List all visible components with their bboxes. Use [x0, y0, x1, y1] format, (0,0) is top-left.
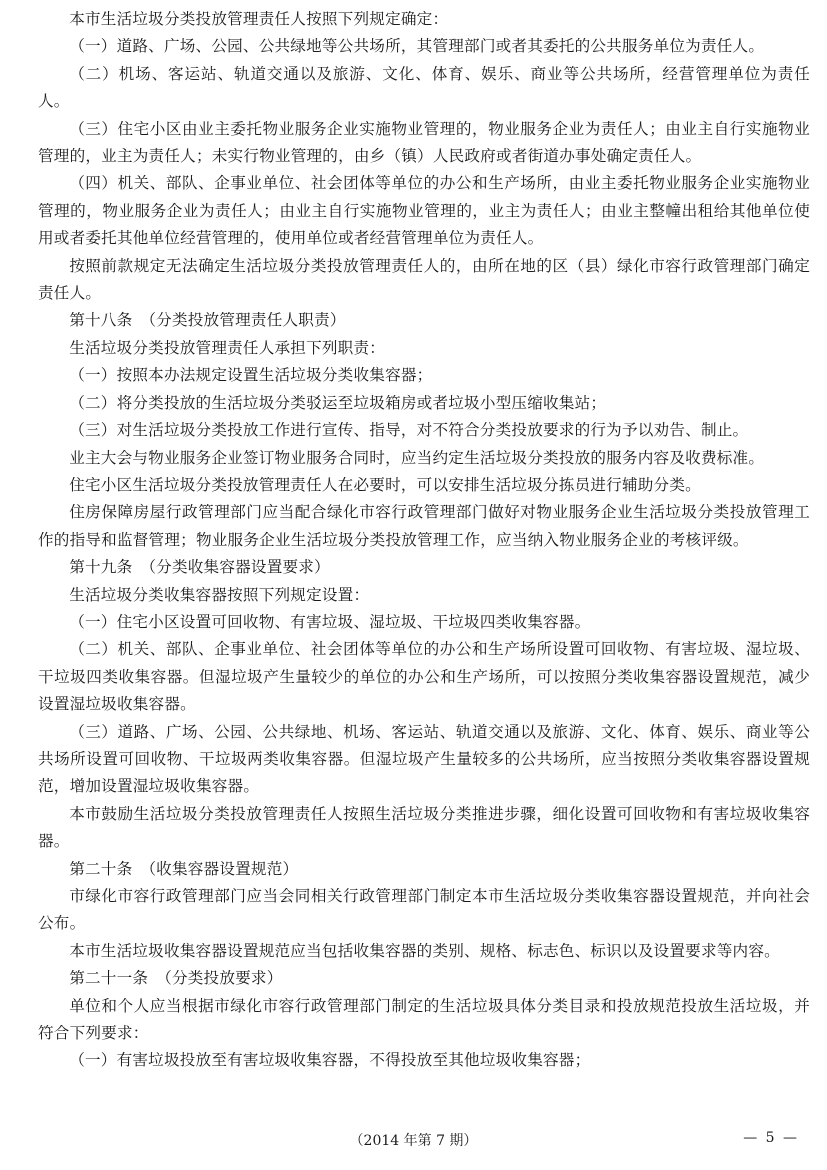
article-18-heading: 第十八条 （分类投放管理责任人职责）	[69, 311, 346, 330]
page-footer	[0, 1128, 827, 1154]
paragraph-container-2: （二）机关、部队、企事业单位、社会团体等单位的办公和生产场所设置可回收物、有害垃圾、湿垃圾、干垃圾四类收集容器。但湿垃圾产生量较少的单位的办公和生产场所，可以按照分类收集容器设置规范，减少设置湿垃圾收集容器。	[38, 640, 810, 714]
paragraph-housing-supervision: 住房保障房屋行政管理部门应当配合绿化市容行政管理部门做好对物业服务企业生活垃圾分类投放管理工作的指导和监督管理；物业服务企业生活垃圾分类投放管理工作，应当纳入物业服务企业的考核评级。	[38, 503, 810, 549]
paragraph-item-4-institutions: （四）机关、部队、企事业单位、社会团体等单位的办公和生产场所，由业主委托物业服务企业实施物业管理的，物业服务企业为责任人；由业主自行实施物业管理的，业主为责任人；由业主整幢出租给其他单位使用或者委托其他单位经营管理的，使用单位或者经营管理单位为责任人。	[38, 174, 810, 248]
paragraph-item-1-public-places: （一）道路、广场、公园、公共绿地等公共场所，其管理部门或者其委托的公共服务单位为责任人。	[69, 37, 765, 56]
paragraph-duty-2: （二）将分类投放的生活垃圾分类驳运至垃圾箱房或者垃圾小型压缩收集站；	[69, 393, 607, 412]
paragraph-spec-contents: 本市生活垃圾收集容器设置规范应当包括收集容器的类别、规格、标志色、标识以及设置要求等内容。	[69, 941, 780, 960]
paragraph-disposal-1: （一）有害垃圾投放至有害垃圾收集容器，不得投放至其他垃圾收集容器；	[69, 1051, 591, 1070]
document-body	[38, 6, 810, 1075]
paragraph-container-3: （三）道路、广场、公园、公共绿地、机场、客运站、轨道交通以及旅游、文化、体育、娱乐、商业等公共场所设置可回收物、干垃圾两类收集容器。但湿垃圾产生量较多的公共场所，应当按照分类收集容器设置规范，增加设置湿垃圾收集容器。	[38, 722, 810, 796]
paragraph-sorting-staff: 住宅小区生活垃圾分类投放管理责任人在必要时，可以安排生活垃圾分拣员进行辅助分类。	[69, 475, 701, 494]
paragraph-container-encouragement: 本市鼓励生活垃圾分类投放管理责任人按照生活垃圾分类推进步骤，细化设置可回收物和有害垃圾收集容器。	[38, 804, 810, 851]
article-19-heading: 第十九条 （分类收集容器设置要求）	[69, 558, 330, 577]
paragraph-item-2-transport-commercial: （二）机场、客运站、轨道交通以及旅游、文化、体育、娱乐、商业等公共场所，经营管理单位为责任人。	[38, 64, 810, 111]
page-number: — 5 —	[743, 1130, 799, 1146]
paragraph-duties-intro: 生活垃圾分类投放管理责任人承担下列职责：	[69, 338, 386, 357]
paragraph-duty-1: （一）按照本办法规定设置生活垃圾分类收集容器；	[69, 366, 433, 385]
paragraph-container-intro: 生活垃圾分类收集容器按照下列规定设置：	[69, 585, 370, 604]
paragraph-disposal-intro: 单位和个人应当根据市绿化市容行政管理部门制定的生活垃圾具体分类目录和投放规范投放生活垃圾，并符合下列要求：	[38, 996, 810, 1043]
paragraph-duty-3: （三）对生活垃圾分类投放工作进行宣传、指导，对不符合分类投放要求的行为予以劝告、制止。	[69, 421, 749, 440]
paragraph-spec-publication: 市绿化市容行政管理部门应当会同相关行政管理部门制定本市生活垃圾分类收集容器设置规范，并向社会公布。	[38, 887, 810, 933]
paragraph-item-3-residential: （三）住宅小区由业主委托物业服务企业实施物业管理的，物业服务企业为责任人；由业主自行实施物业管理的，业主为责任人；未实行物业管理的，由乡（镇）人民政府或者街道办事处确定责任人。	[38, 119, 810, 166]
issue-label: （2014 年第 7 期）	[349, 1133, 478, 1149]
article-20-heading: 第二十条 （收集容器设置规范）	[69, 859, 299, 878]
article-21-heading: 第二十一条 （分类投放要求）	[69, 969, 283, 988]
paragraph-responsible-parties-intro: 本市生活垃圾分类投放管理责任人按照下列规定确定：	[69, 10, 449, 28]
paragraph-service-contract: 业主大会与物业服务企业签订物业服务合同时，应当约定生活垃圾分类投放的服务内容及收费标准。	[69, 448, 765, 467]
paragraph-fallback-rule: 按照前款规定无法确定生活垃圾分类投放管理责任人的，由所在地的区（县）绿化市容行政管理部门确定责任人。	[38, 256, 810, 303]
paragraph-container-1: （一）住宅小区设置可回收物、有害垃圾、湿垃圾、干垃圾四类收集容器。	[69, 612, 591, 631]
